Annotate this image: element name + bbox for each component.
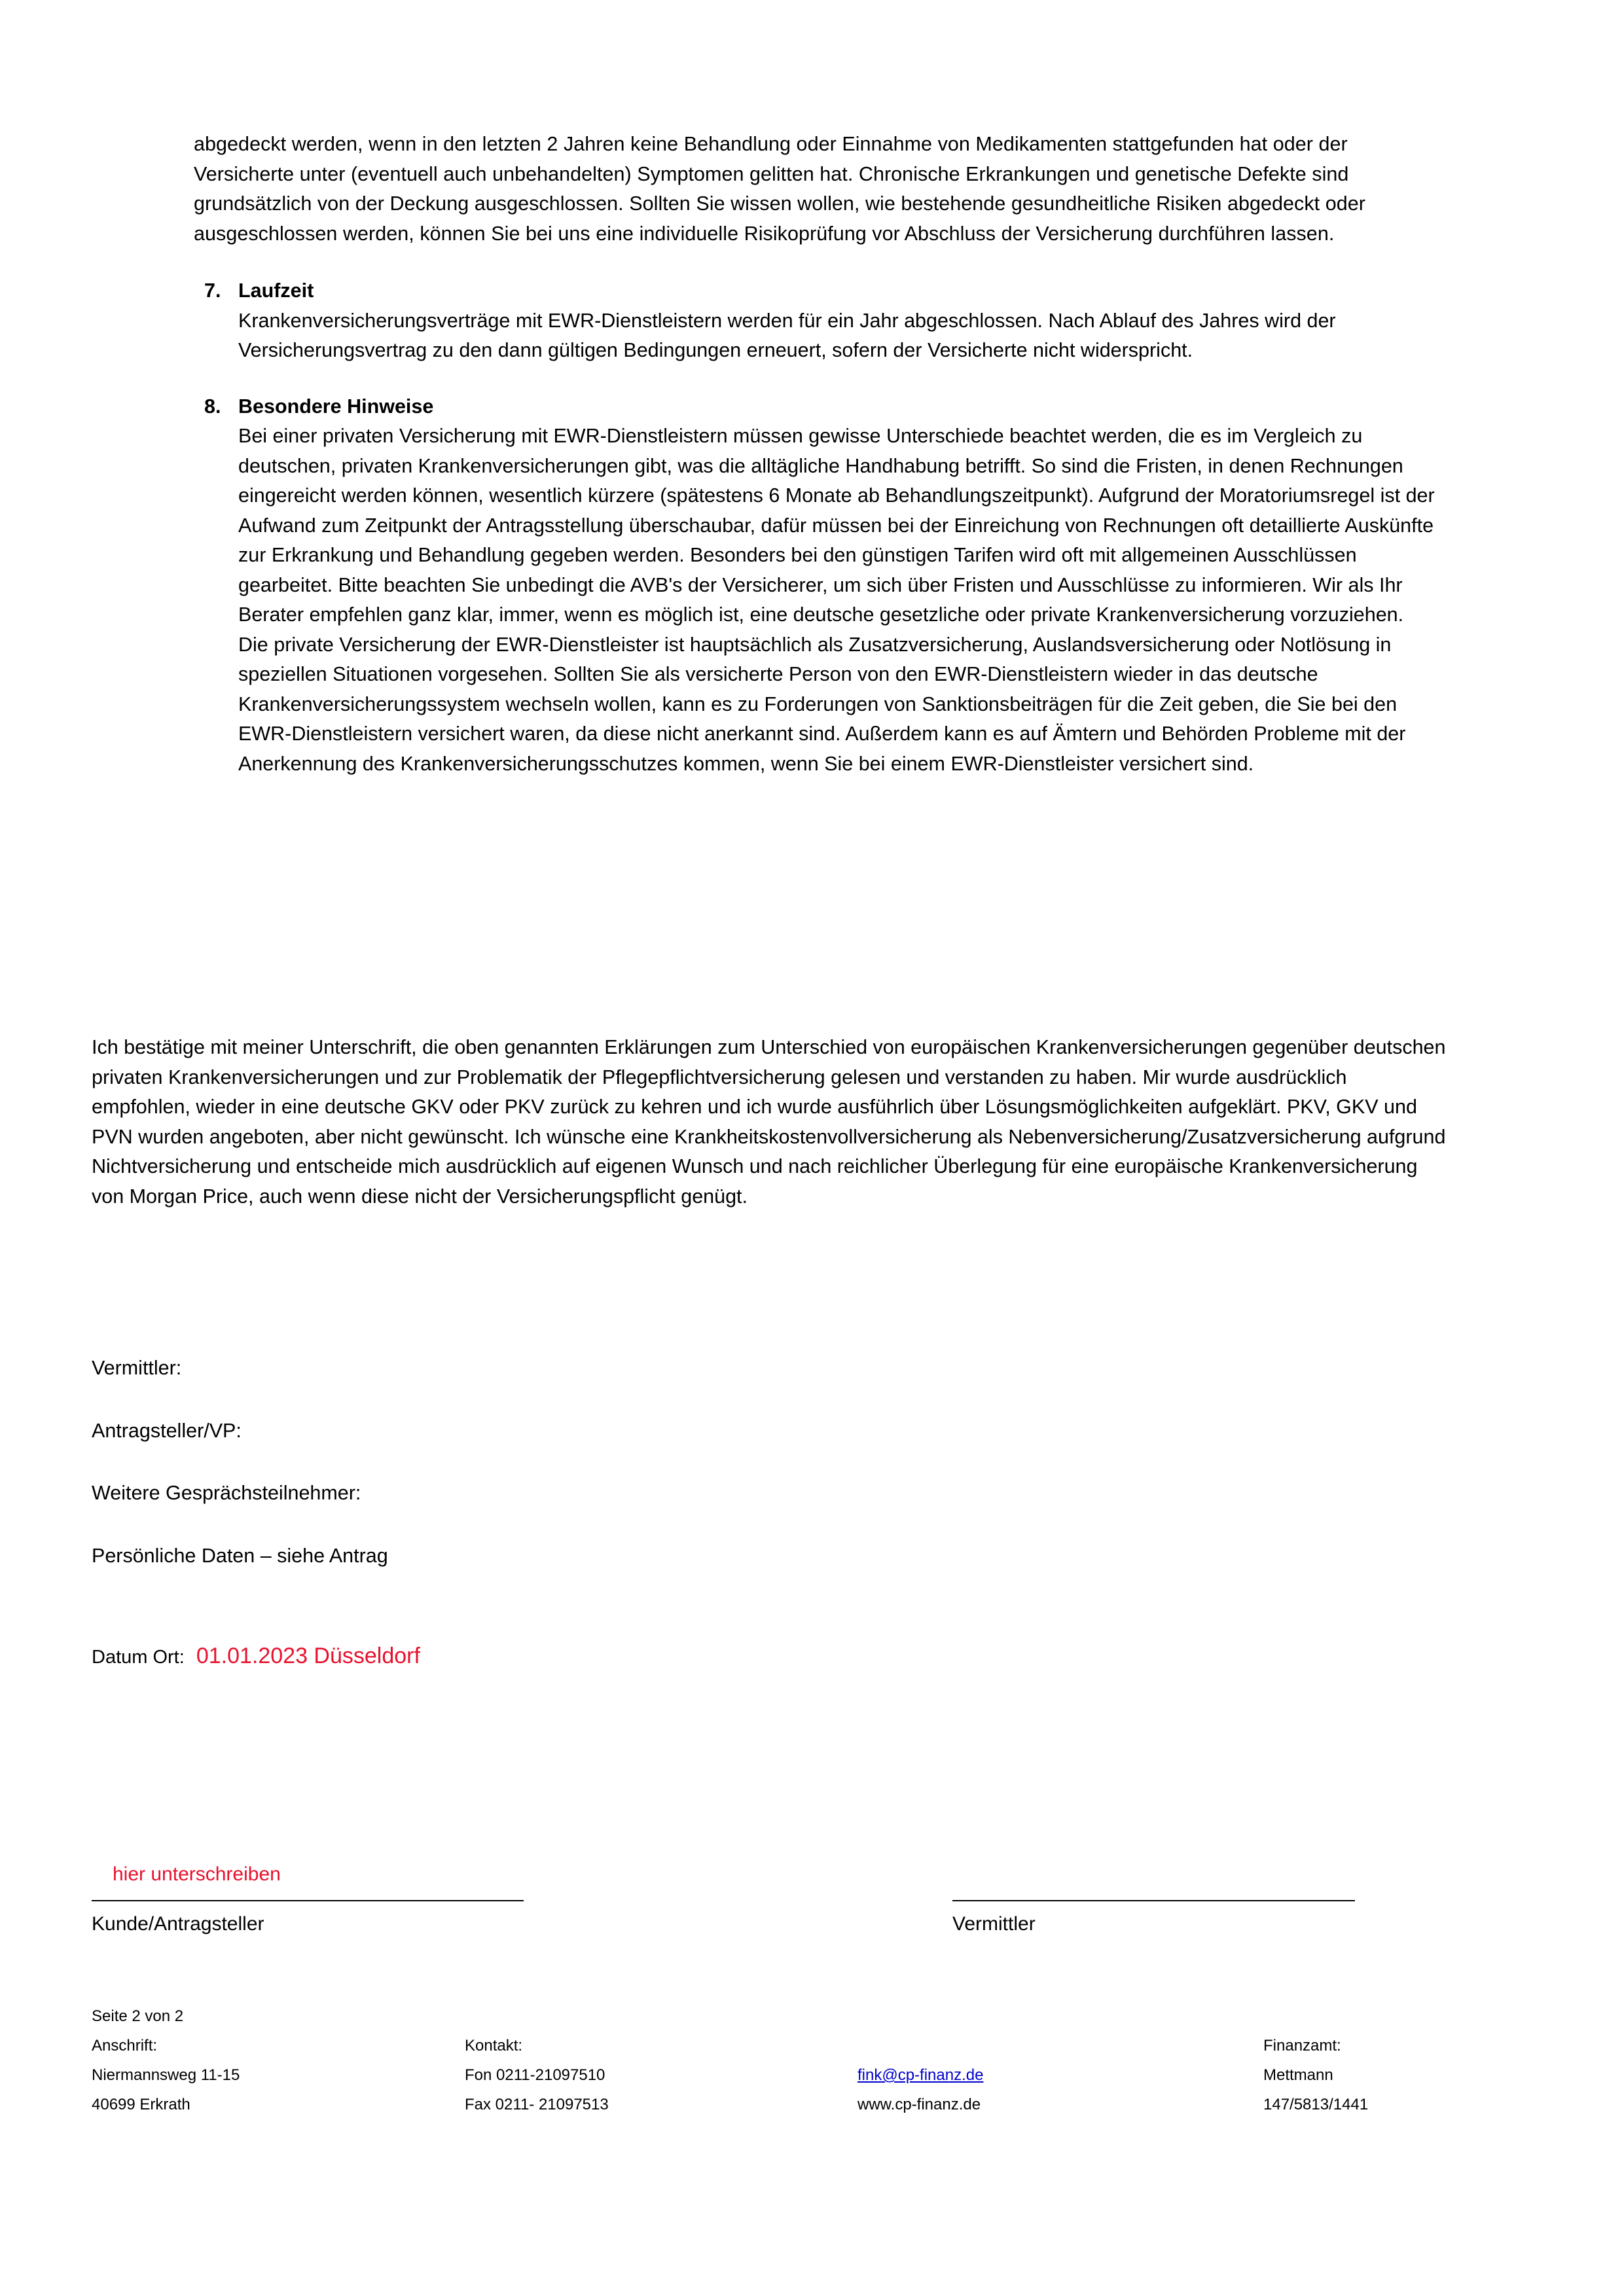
signature-line-broker[interactable] xyxy=(952,1900,1355,1901)
section-8 xyxy=(194,392,1437,780)
field-antragsteller: Antragsteller/VP: xyxy=(92,1419,242,1442)
date-place-value: 01.01.2023 Düsseldorf xyxy=(196,1643,420,1668)
signature-label-broker: Vermittler xyxy=(952,1913,1036,1935)
footer-email[interactable] xyxy=(857,2060,1263,2090)
field-persoenliche-daten: Persönliche Daten – siehe Antrag xyxy=(92,1544,388,1567)
footer-web-header xyxy=(857,2031,1263,2060)
page-footer xyxy=(92,2001,1447,2119)
intro-paragraph: abgedeckt werden, wenn in den letzten 2 Jahren keine Behandlung oder Einnahme von Medikamenten stattgefunden hat oder der Versicherte unter (eventuell auch unbehandelten) Symptomen gelitten hat. Chronische Erkrankungen und genetische Defekte sind grundsätzlich von der Deckung ausgeschlossen. Sollten Sie wissen wollen, wie bestehende gesundheitliche Risiken abgedeckt oder ausgeschlossen werden, können Sie bei uns eine individuelle Risikoprüfung vor Abschluss der Versicherung durchführen lassen. xyxy=(194,133,1365,245)
footer-page-number: Seite 2 von 2 xyxy=(92,2007,184,2025)
footer-address-header: Anschrift: xyxy=(92,2037,158,2054)
signature-line-customer[interactable] xyxy=(92,1900,524,1901)
footer-email-link[interactable]: fink@cp-finanz.de xyxy=(857,2066,984,2084)
footer-tax-number: 147/5813/1441 xyxy=(1263,2096,1369,2113)
footer-contact-header: Kontakt: xyxy=(465,2037,523,2054)
section-7 xyxy=(194,276,1437,366)
footer-phone: Fon 0211-21097510 xyxy=(465,2066,605,2084)
section-8-number: 8. xyxy=(204,395,221,418)
footer-website[interactable]: www.cp-finanz.de xyxy=(857,2096,981,2113)
field-vermittler: Vermittler: xyxy=(92,1357,182,1379)
confirmation-paragraph: Ich bestätige mit meiner Unterschrift, die oben genannten Erklärungen zum Unterschied von europäischen Krankenversicherungen gegenüber deutschen privaten Krankenversicherungen und zur Problematik der Pflegepflichtversicherung gelesen und verstanden zu haben. Mir wurde ausdrücklich empfohlen, wieder in eine deutsche GKV oder PKV zurück zu kehren und ich wurde ausführlich über Lösungsmöglichkeiten aufgeklärt. PKV, GKV und PVN wurden angeboten, aber nicht gewünscht. Ich wünsche eine Krankheitskostenvollversicherung als Nebenversicherung/Zusatzversicherung aufgrund Nichtversicherung und entscheide mich ausdrücklich auf eigenen Wunsch und nach reichlicher Überlegung für eine europäische Krankenversicherung von Morgan Price, auch wenn diese nicht der Versicherungspflicht genügt. xyxy=(92,1036,1446,1208)
signature-hint: hier unterschreiben xyxy=(113,1863,281,1885)
footer-address-line2: 40699 Erkrath xyxy=(92,2096,190,2113)
participant-fields xyxy=(92,1354,1008,1604)
signature-label-customer: Kunde/Antragsteller xyxy=(92,1913,264,1935)
section-7-title: Laufzeit xyxy=(238,279,314,302)
section-7-text: Krankenversicherungsverträge mit EWR-Dienstleistern werden für ein Jahr abgeschlossen. Nach Ablauf des Jahres wird der Versicherungsvertrag zu den dann gültigen Bedingungen erneuert, sofern der Versicherte nicht widerspricht. xyxy=(238,309,1336,361)
section-8-text: Bei einer privaten Versicherung mit EWR-Dienstleistern müssen gewisse Unterschiede beachtet werden, die es im Vergleich zu deutschen, privaten Krankenversicherungen gibt, was die alltägliche Handhabung betrifft. So sind die Fristen, in denen Rechnungen eingereicht werden können, wesentlich kürzere (spätestens 6 Monate ab Behandlungszeitpunkt). Aufgrund der Moratoriumsregel ist der Aufwand zum Zeitpunkt der Antragsstellung überschaubar, dafür müssen bei der Einreichung von Rechnungen oft detaillierte Auskünfte zur Erkrankung und Behandlung gegeben werden. Besonders bei den günstigen Tarifen wird oft mit allgemeinen Ausschlüssen gearbeitet. Bitte beachten Sie unbedingt die AVB's der Versicherer, um sich über Fristen und Ausschlüsse zu informieren. Wir als Ihr Berater empfehlen ganz klar, immer, wenn es möglich ist, eine deutsche gesetzliche oder private Krankenversicherung vorzuziehen. Die private Versicherung der EWR-Dienstleister ist hauptsächlich als Zusatzversicherung, Auslandsversicherung oder Notlösung in speziellen Situationen vorgesehen. Sollten Sie als versicherte Person von den EWR-Dienstleistern wieder in das deutsche Krankenversicherungssystem wechseln wollen, kann es zu Forderungen von Sanktionsbeiträgen für die Zeit geben, die Sie bei den EWR-Dienstleistern versichert waren, da diese nicht anerkannt sind. Außerdem kann es auf Ämtern und Behörden Probleme mit der Anerkennung des Krankenversicherungsschutzes kommen, wenn Sie bei einem EWR-Dienstleister versichert sind. xyxy=(238,425,1435,775)
document-body xyxy=(194,130,1437,805)
date-place-row xyxy=(92,1643,420,1670)
section-7-number: 7. xyxy=(204,279,221,302)
footer-fax: Fax 0211- 21097513 xyxy=(465,2096,609,2113)
section-8-title: Besondere Hinweise xyxy=(238,395,434,418)
date-place-label: Datum Ort: xyxy=(92,1647,185,1668)
footer-tax-office-header: Finanzamt: xyxy=(1263,2037,1341,2054)
footer-address-line1: Niermannsweg 11-15 xyxy=(92,2066,240,2084)
field-weitere-gespraechsteilnehmer: Weitere Gesprächsteilnehmer: xyxy=(92,1482,361,1504)
footer-tax-office-city: Mettmann xyxy=(1263,2066,1333,2084)
